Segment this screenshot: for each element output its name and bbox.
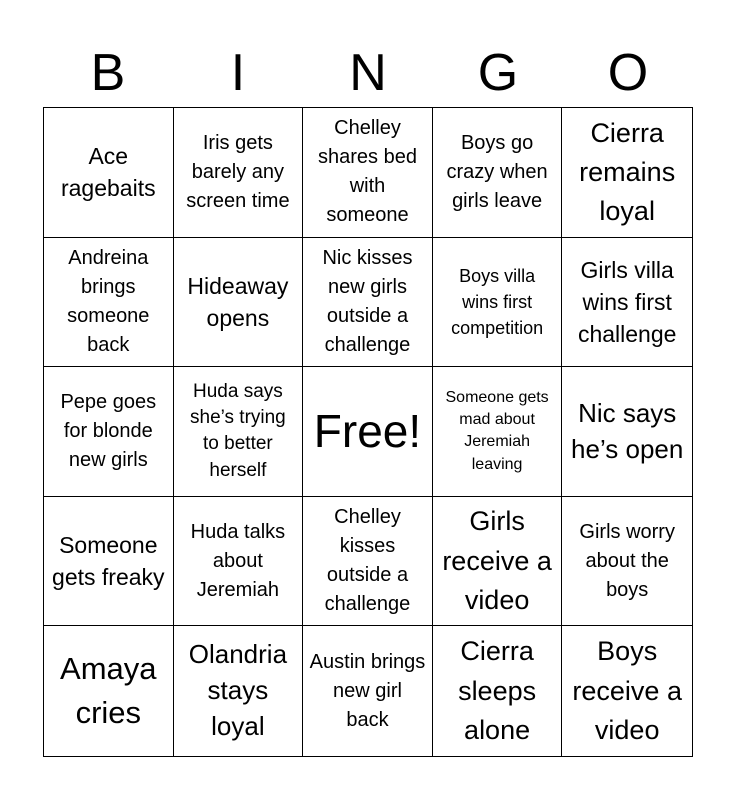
bingo-cell[interactable]	[433, 367, 563, 497]
bingo-cell[interactable]	[562, 108, 692, 238]
bingo-cell[interactable]	[303, 238, 433, 368]
bingo-cell[interactable]	[433, 626, 563, 756]
cell-text: Girls receive a video	[442, 506, 552, 615]
free-space-text: Free!	[313, 405, 422, 458]
bingo-cell[interactable]	[303, 626, 433, 756]
bingo-header	[43, 40, 693, 106]
bingo-cell[interactable]	[174, 108, 304, 238]
cell-text: Boys receive a video	[572, 636, 682, 745]
bingo-board	[43, 107, 693, 757]
cell-text: Chelley shares bed with someone	[318, 117, 417, 227]
bingo-cell[interactable]	[303, 108, 433, 238]
bingo-cell[interactable]	[303, 497, 433, 627]
bingo-cell[interactable]	[562, 238, 692, 368]
bingo-cell[interactable]	[562, 497, 692, 627]
cell-text: Cierra remains loyal	[579, 117, 676, 226]
bingo-cell[interactable]	[433, 497, 563, 627]
header-letter-g: G	[477, 44, 519, 102]
bingo-cell[interactable]	[562, 626, 692, 756]
bingo-cell[interactable]	[433, 108, 563, 238]
header-letter-i: I	[230, 44, 246, 102]
cell-text: Boys go crazy when girls leave	[446, 131, 548, 212]
cell-text: Austin brings new girl back	[309, 650, 426, 731]
cell-text: Someone gets freaky	[52, 531, 165, 591]
cell-text: Girls villa wins first challenge	[577, 256, 677, 347]
bingo-cell[interactable]	[174, 626, 304, 756]
bingo-cell[interactable]	[44, 497, 174, 627]
bingo-cell[interactable]	[174, 497, 304, 627]
cell-text: Chelley kisses outside a challenge	[324, 506, 411, 616]
cell-text: Huda says she’s trying to better herself	[190, 381, 286, 481]
bingo-cell[interactable]	[44, 626, 174, 756]
cell-text: Pepe goes for blonde new girls	[60, 390, 157, 471]
header-letter-o: O	[607, 44, 649, 102]
bingo-cell[interactable]	[174, 238, 304, 368]
bingo-cell[interactable]	[433, 238, 563, 368]
cell-text: Olandria stays loyal	[188, 639, 288, 742]
cell-text: Nic kisses new girls outside a challenge	[322, 246, 413, 356]
bingo-cell[interactable]	[44, 238, 174, 368]
cell-text: Hideaway opens	[187, 272, 289, 331]
bingo-cell[interactable]	[174, 367, 304, 497]
cell-text: Cierra sleeps alone	[458, 636, 537, 745]
cell-text: Ace ragebaits	[60, 143, 156, 202]
cell-text: Huda talks about Jeremiah	[190, 520, 286, 601]
cell-text: Iris gets barely any screen time	[186, 131, 290, 212]
bingo-cell[interactable]	[44, 367, 174, 497]
bingo-cell[interactable]	[562, 367, 692, 497]
cell-text: Andreina brings someone back	[67, 246, 150, 356]
cell-text: Girls worry about the boys	[579, 520, 675, 601]
cell-text: Amaya cries	[60, 651, 157, 731]
free-space-cell[interactable]	[303, 367, 433, 497]
cell-text: Boys villa wins first competition	[451, 265, 544, 338]
cell-text: Nic says he’s open	[571, 398, 684, 465]
cell-text: Someone gets mad about Jeremiah leaving	[445, 388, 549, 473]
header-letter-n: N	[349, 44, 387, 102]
header-letter-b: B	[90, 44, 126, 102]
bingo-cell[interactable]	[44, 108, 174, 238]
